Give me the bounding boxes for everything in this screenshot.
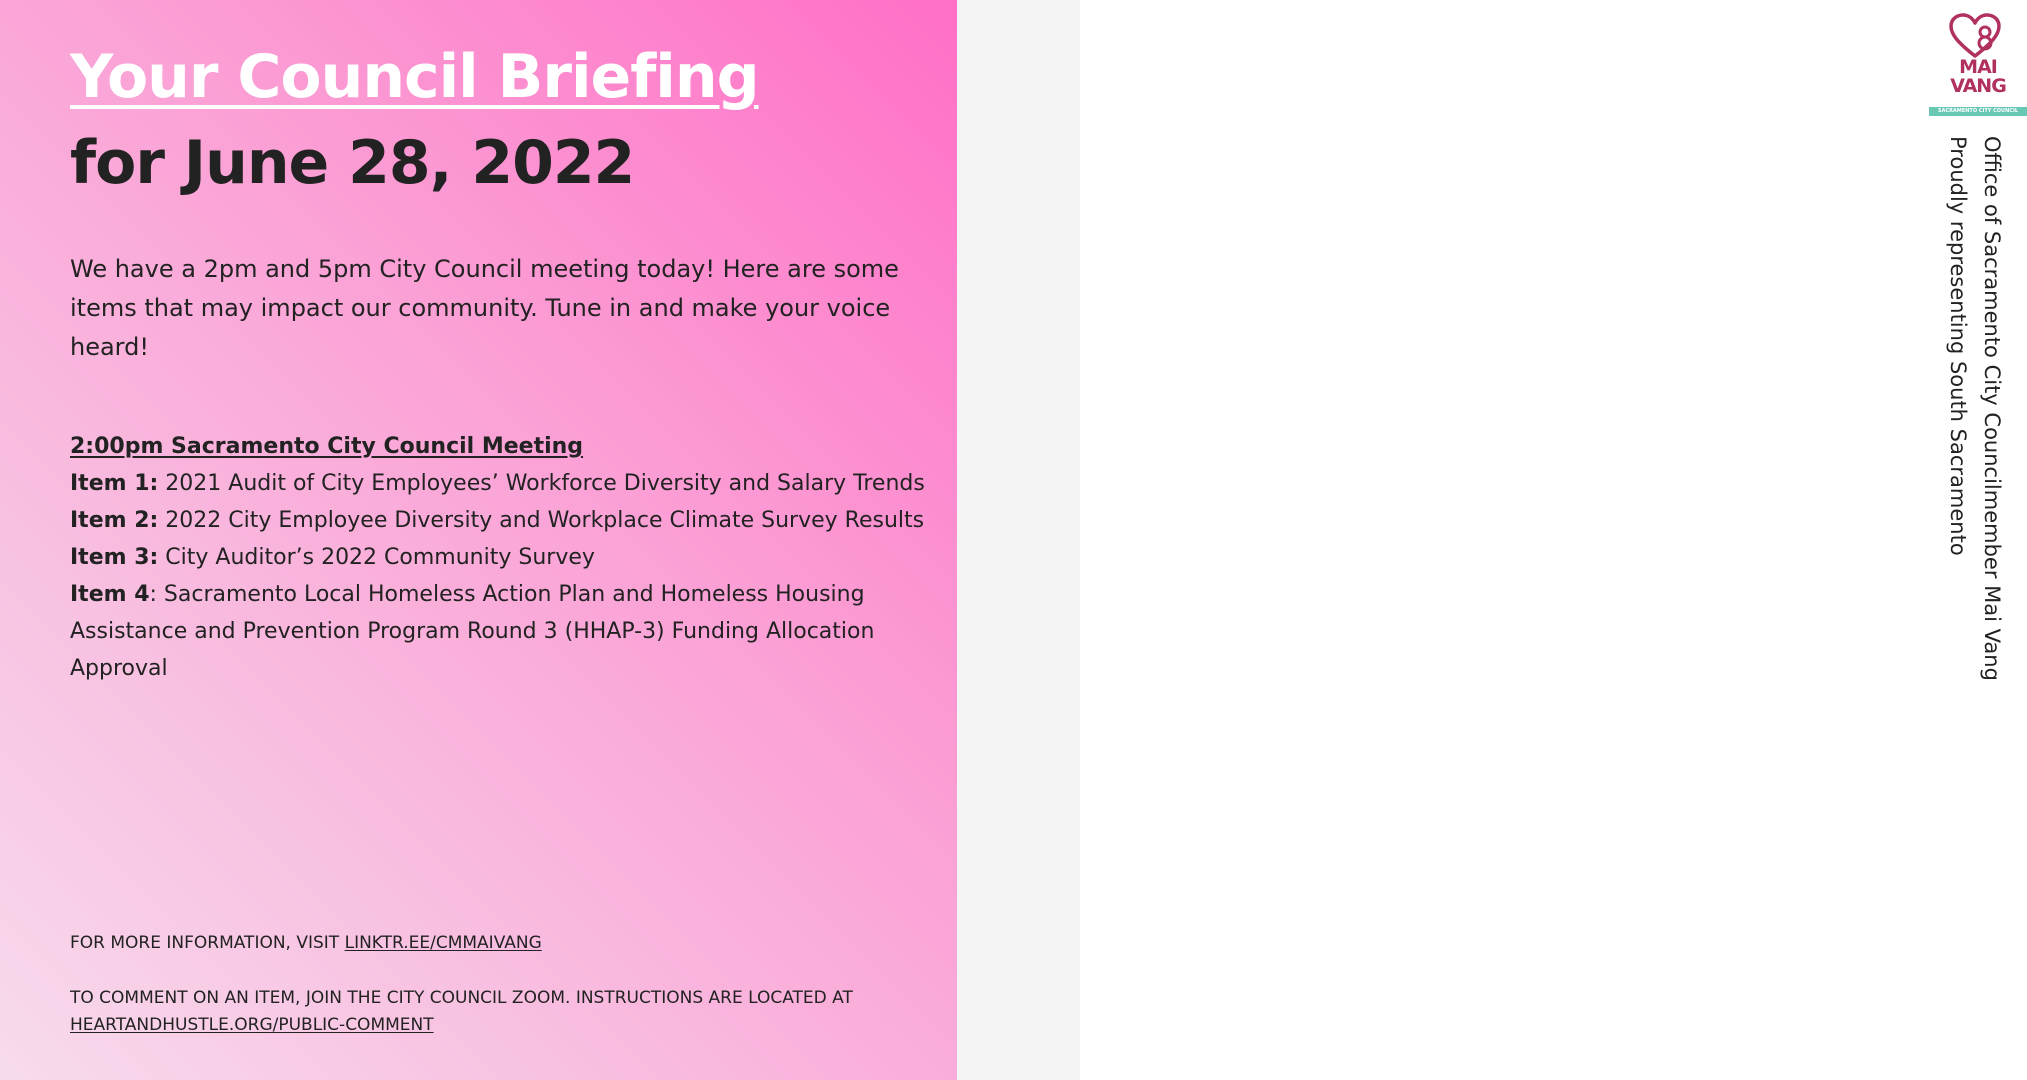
page-title: Your Council Briefing (70, 42, 759, 112)
agenda-item (70, 502, 930, 539)
agenda-item (70, 465, 930, 502)
logo-name (1929, 58, 2027, 96)
agenda-item-label: Item 4 (70, 582, 150, 607)
agenda-item (70, 539, 930, 576)
agenda-item-label: Item 1: (70, 471, 159, 496)
logo-tagline: SACRAMENTO CITY COUNCIL (1929, 107, 2027, 116)
page-date: for June 28, 2022 (70, 128, 635, 198)
meeting-agenda (70, 428, 930, 687)
office-line: Office of Sacramento City Councilmember Mai Vang (1980, 136, 2004, 681)
agenda-item-text: : Sacramento Local Homeless Action Plan and Homeless Housing Assistance and Prevention Program Round 3 (HHAP-3) Funding Allocation Approval (70, 582, 875, 681)
heart-icon (1949, 14, 2001, 58)
info-prefix: FOR MORE INFORMATION, VISIT (70, 933, 345, 953)
agenda-item-text: City Auditor’s 2022 Community Survey (158, 545, 595, 570)
agenda-item-text: 2022 City Employee Diversity and Workplace Climate Survey Results (158, 508, 925, 533)
representing-line: Proudly representing South Sacramento (1946, 136, 1970, 556)
agenda-item-label: Item 3: (70, 545, 159, 570)
mai-vang-logo (1929, 14, 2027, 116)
briefing-panel (0, 0, 957, 1080)
comment-prefix: TO COMMENT ON AN ITEM, JOIN THE CITY COUNCIL ZOOM. INSTRUCTIONS ARE LOCATED AT (70, 988, 853, 1008)
comment-footer (70, 985, 930, 1039)
agenda-item (70, 576, 930, 687)
sidebar (957, 0, 2019, 1080)
intro-text: We have a 2pm and 5pm City Council meeting today! Here are some items that may impact our community. Tune in and make your voice heard! (70, 255, 899, 361)
meeting-title: 2:00pm Sacramento City Council Meeting (70, 434, 584, 459)
logo-name-last: VANG (1950, 75, 2006, 97)
agenda-item-label: Item 2: (70, 508, 159, 533)
logo-name-first: MAI (1959, 56, 1997, 78)
linktree-link[interactable]: LINKTR.EE/CMMAIVANG (344, 933, 542, 953)
public-comment-link[interactable]: HEARTANDHUSTLE.ORG/PUBLIC-COMMENT (70, 1015, 434, 1035)
info-footer (70, 930, 930, 957)
agenda-item-text: 2021 Audit of City Employees’ Workforce Diversity and Salary Trends (158, 471, 925, 496)
